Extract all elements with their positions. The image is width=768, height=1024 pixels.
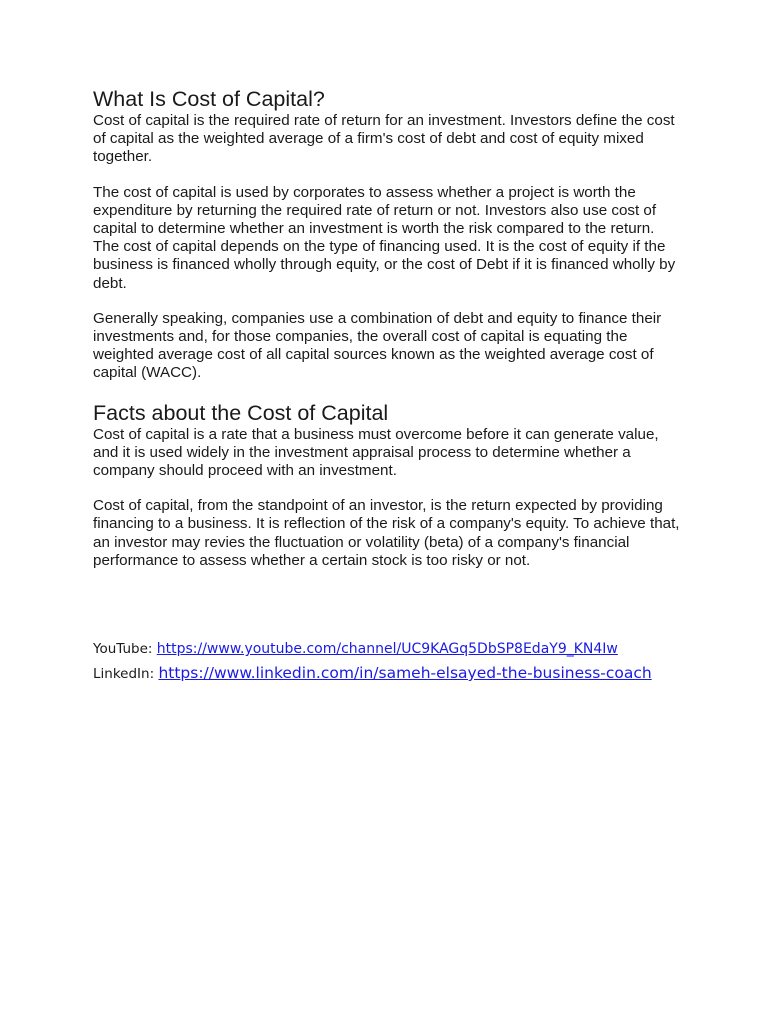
youtube-link-row xyxy=(93,637,652,661)
section-heading-facts: Facts about the Cost of Capital xyxy=(93,400,389,425)
section-heading-what-is-cost-of-capital: What Is Cost of Capital? xyxy=(93,87,325,111)
document-body xyxy=(93,86,683,587)
paragraph: Cost of capital is a rate that a business must overcome before it can generate value, and it is used widely in the investment appraisal process to determine whether a company should proceed with an investment. xyxy=(93,425,659,480)
paragraph: Cost of capital, from the standpoint of an investor, is the return expected by providing financing to a business. It is reflection of the risk of a company's equity. To achieve that, an investor may revies the fluctuation or volatility (beta) of a company's financial performance to assess whether a certain stock is too risky or not. xyxy=(93,497,680,569)
contact-links xyxy=(93,637,652,686)
linkedin-link[interactable]: https://www.linkedin.com/in/sameh-elsayed-the-business-coach xyxy=(158,664,652,682)
linkedin-link-row xyxy=(93,661,652,686)
paragraph: Generally speaking, companies use a combination of debt and equity to finance their investments and, for those companies, the overall cost of capital is equating the weighted average cost of all capital sources known as the weighted average cost of capital (WACC). xyxy=(93,309,662,382)
youtube-label: YouTube: xyxy=(93,641,153,657)
youtube-link[interactable]: https://www.youtube.com/channel/UC9KAGq5DbSP8EdaY9_KN4Iw xyxy=(156,641,618,657)
paragraph: The cost of capital is used by corporates to assess whether a project is worth the expenditure by returning the required rate of return or not. Investors also use cost of capital to determine whether an investment is worth the risk compared to the return. The cost of capital depends on the type of financing used. It is the cost of equity if the business is financed wholly through equity, or the cost of Debt if it is financed wholly by debt. xyxy=(93,183,676,292)
paragraph: Cost of capital is the required rate of return for an investment. Investors define the cost of capital as the weighted average of a firm's cost of debt and cost of equity mixed together. xyxy=(93,112,675,166)
linkedin-label: LinkedIn: xyxy=(93,666,155,682)
